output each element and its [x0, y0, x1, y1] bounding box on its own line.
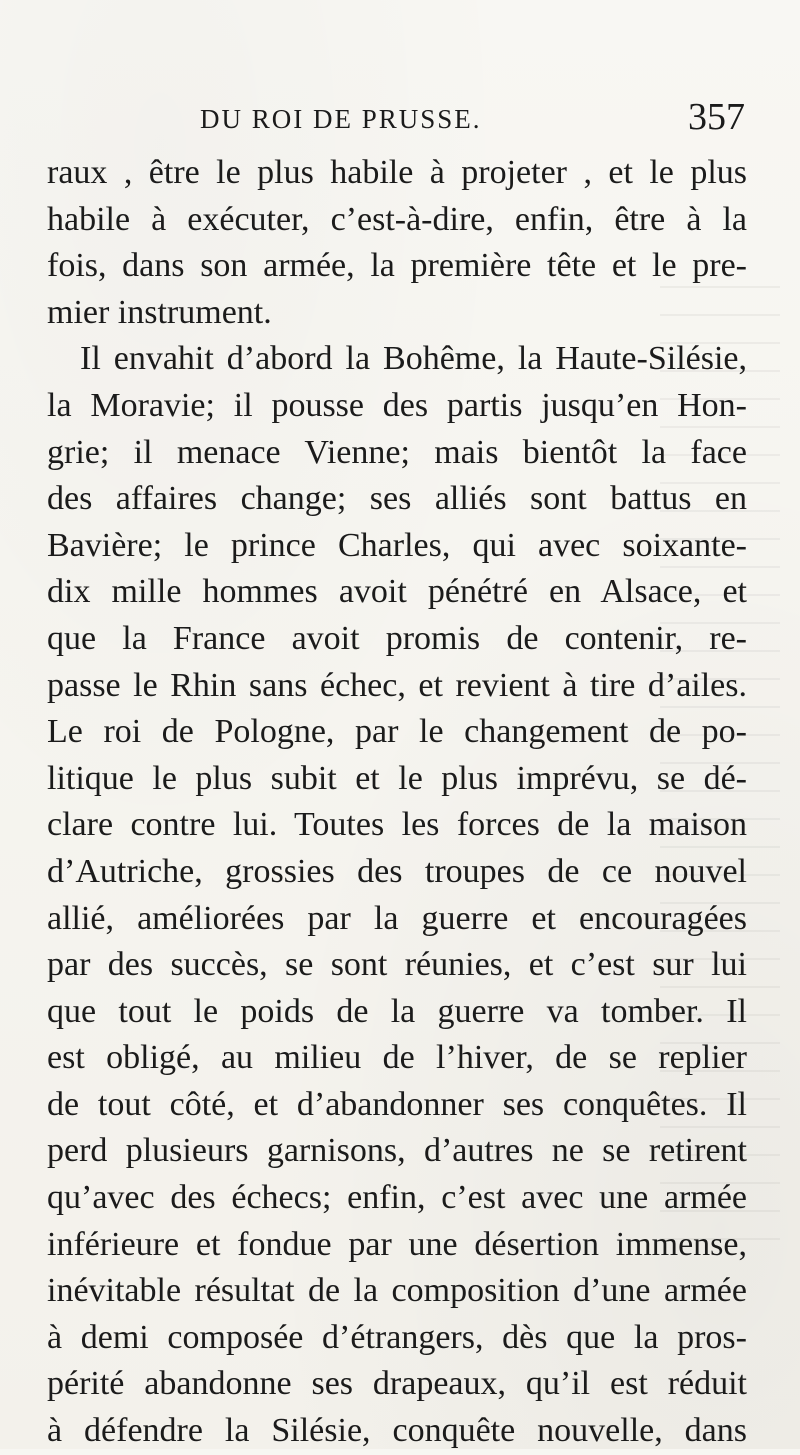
text-line: à demi composée d’étrangers, dès que la pros-	[47, 1318, 747, 1356]
text-line: dix mille hommes avoit pénétré en Alsace, et	[47, 573, 747, 611]
text-line: Bavière; le prince Charles, qui avec soixante-	[47, 526, 747, 564]
text-line: perd plusieurs garnisons, d’autres ne se retirent	[47, 1132, 747, 1170]
text-line: Le roi de Pologne, par le changement de po-	[47, 713, 747, 751]
body-text	[47, 150, 747, 1455]
text-line: inférieure et fondue par une désertion immense,	[47, 1225, 747, 1263]
page-header	[200, 98, 745, 144]
text-line: à défendre la Silésie, conquête nouvelle, dans	[47, 1412, 747, 1450]
text-line: de tout côté, et d’abandonner ses conquêtes. Il	[47, 1085, 747, 1123]
text-line: clare contre lui. Toutes les forces de la maison	[47, 806, 747, 844]
page-number: 357	[688, 96, 745, 138]
text-line: des affaires change; ses alliés sont battus en	[47, 480, 747, 518]
text-line: que la France avoit promis de contenir, re-	[47, 619, 747, 657]
text-line: grie; il menace Vienne; mais bientôt la face	[47, 433, 747, 471]
text-line: mier instrument.	[47, 293, 272, 331]
text-line: litique le plus subit et le plus imprévu, se dé-	[47, 759, 747, 797]
text-line: que tout le poids de la guerre va tomber. Il	[47, 992, 747, 1030]
text-line: Il envahit d’abord la Bohême, la Haute-Silésie,	[80, 340, 747, 378]
text-line: par des succès, se sont réunies, et c’est sur lui	[47, 946, 747, 984]
text-line: raux , être le plus habile à projeter , et le plus	[47, 154, 747, 191]
text-line: la Moravie; il pousse des partis jusqu’en Hon-	[47, 386, 747, 424]
text-line: habile à exécuter, c’est-à-dire, enfin, être à la	[47, 200, 747, 238]
running-head: DU ROI DE PRUSSE.	[200, 104, 482, 134]
text-line: est obligé, au milieu de l’hiver, de se replier	[47, 1039, 747, 1077]
text-line: fois, dans son armée, la première tête et le pre-	[47, 247, 747, 285]
text-line: passe le Rhin sans échec, et revient à tire d’ailes.	[47, 666, 747, 704]
text-line: inévitable résultat de la composition d’une armée	[47, 1272, 747, 1310]
text-line: d’Autriche, grossies des troupes de ce nouvel	[47, 852, 747, 890]
text-line: périté abandonne ses drapeaux, qu’il est réduit	[47, 1365, 747, 1403]
text-line: qu’avec des échecs; enfin, c’est avec une armée	[47, 1179, 747, 1217]
text-line: allié, améliorées par la guerre et encouragées	[47, 899, 747, 937]
